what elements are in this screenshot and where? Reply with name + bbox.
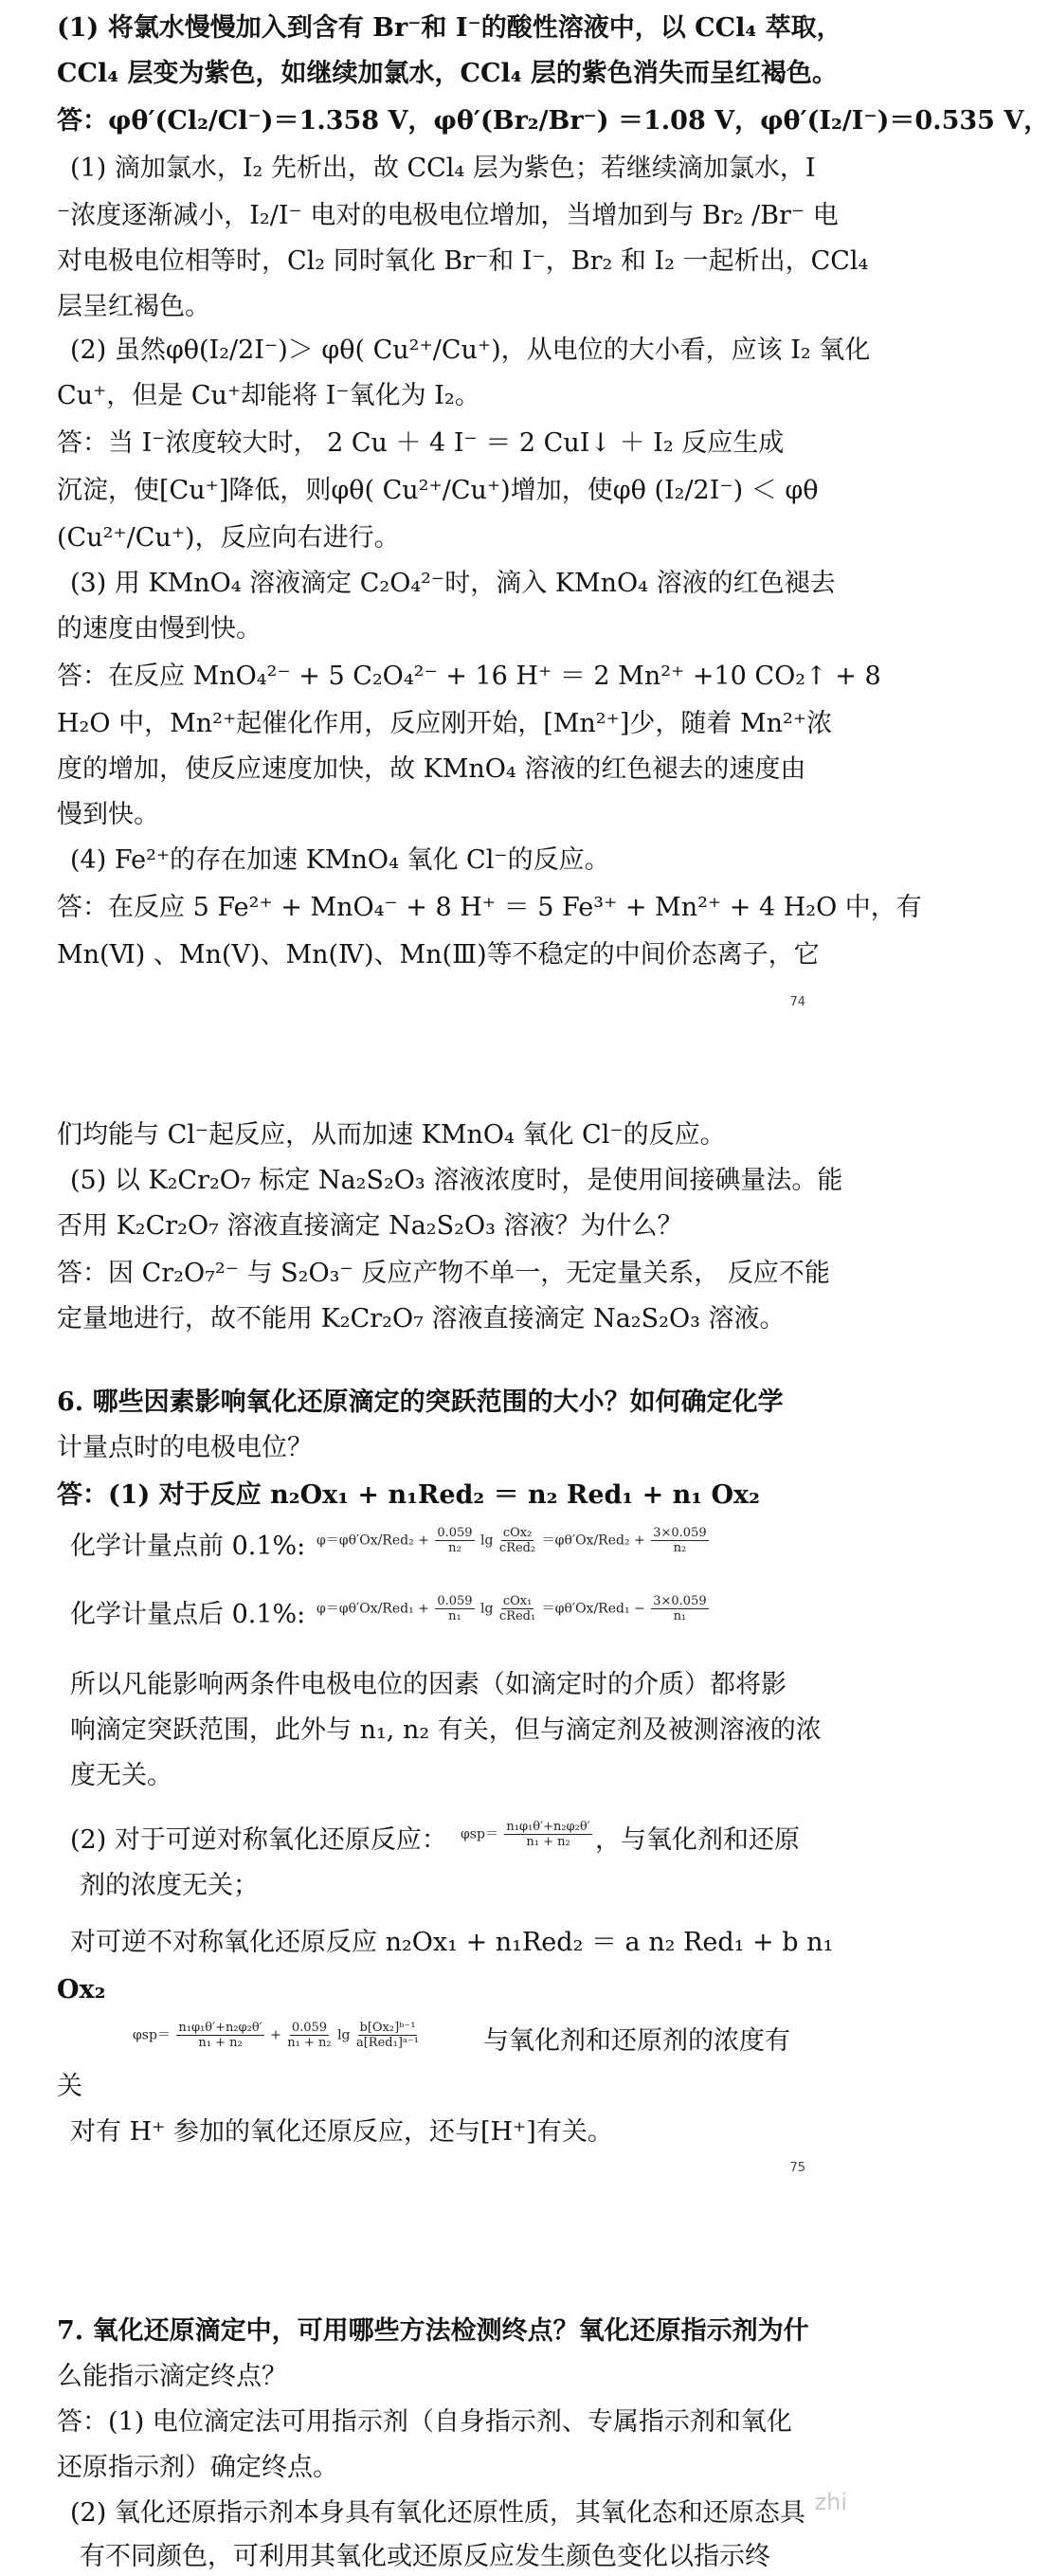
q5-text-cont: 否用 K₂Cr₂O₇ 溶液直接滴定 Na₂S₂O₃ 溶液？为什么？ xyxy=(57,1211,683,1241)
answer-5-line2: 定量地进行，故不能用 K₂Cr₂O₇ 溶液直接滴定 Na₂S₂O₃ 溶液。 xyxy=(57,1304,786,1333)
q3-text-cont: 的速度由慢到快。 xyxy=(57,614,262,644)
answer-2-line3: (Cu²⁺/Cu⁺)，反应向右进行。 xyxy=(57,523,400,553)
answer-6-line2: 响滴定突跃范围，此外与 n₁, n₂ 有关，但与滴定剂及被测溶液的浓 xyxy=(70,1715,822,1745)
q4-text: (4) Fe²⁺的存在加速 KMnO₄ 氧化 Cl⁻的反应。 xyxy=(70,845,610,875)
answer-1-line2: ⁻浓度逐渐减小，I₂/I⁻ 电对的电极电位增加，当增加到与 Br₂ /Br⁻ 电 xyxy=(57,201,839,230)
formula-before-sp: φ＝φθ′Ox/Red₂ + $\frac{0.059}{\text{n₂}}$ lg $\frac{\text{cOx₂}}{\text{cRed₂}}$ ＝φθ′Ox/Red₂ + $\frac{3\times 0.059}{\text{n₂}}$ xyxy=(317,1526,707,1555)
asymmetric-line1: 对可逆不对称氧化还原反应 n₂Ox₁ + n₁Red₂ ＝ a n₂ Red₁ + b n₁ xyxy=(70,1928,834,1957)
answer-6-intro: 答：(1) 对于反应 n₂Ox₁ + n₁Red₂ ＝ n₂ Red₁ + n₁ Ox₂ xyxy=(57,1480,760,1510)
answer-4-line2: Mn(Ⅵ) 、Mn(Ⅴ)、Mn(Ⅳ)、Mn(Ⅲ)等不稳定的中间价态离子，它 xyxy=(57,940,820,970)
before-sp-label: 化学计量点前 0.1%: xyxy=(70,1532,306,1561)
page-number: 74 xyxy=(789,995,805,1009)
answer-7-line2: 还原指示剂）确定终点。 xyxy=(57,2453,338,2482)
formula-asymmetric: φsp＝ $\frac{\text{n₁φ₁θ′+n₂φ₂θ′}}{\text{n₁ + n₂}}$ + $\frac{0.059}{\text{n₁ + n₂}}$ lg $\frac{\text{b[Ox₂]ᵇ⁻¹}}{\text{a[Red₁]ᵃ⁻¹}}$ xyxy=(133,2021,419,2050)
q7-text-cont: 么能指示滴定终点？ xyxy=(57,2362,287,2391)
formula-symmetric: φsp＝ $\frac{\text{n₁φ₁θ′+n₂φ₂θ′}}{\text{n₁ + n₂}}$ xyxy=(461,1820,590,1849)
answer-potentials: 答：φθ′(Cl₂/Cl⁻)＝1.358 V，φθ′(Br₂/Br⁻) ＝1.08 V，φθ′(I₂/I⁻)＝0.535 V， xyxy=(57,106,1049,136)
answer-3-line2: H₂O 中，Mn²⁺起催化作用，反应刚开始，[Mn²⁺]少，随着 Mn²⁺浓 xyxy=(57,709,833,738)
answer-1-line4: 层呈红褐色。 xyxy=(57,292,210,321)
symmetric-tail: ，与氧化剂和还原 xyxy=(595,1825,800,1855)
answer-6-line1: 所以凡能影响两条件电极电位的因素（如滴定时的介质）都将影 xyxy=(70,1670,787,1699)
q5-text: (5) 以 K₂Cr₂O₇ 标定 Na₂S₂O₃ 溶液浓度时，是使用间接碘量法。能 xyxy=(70,1166,843,1195)
q2-text: (2) 虽然φθ(I₂/2I⁻)＞ φθ( Cu²⁺/Cu⁺)，从电位的大小看，应该 I₂ 氧化 xyxy=(70,336,871,365)
q1-text-cont: CCl₄ 层变为紫色，如继续加氯水，CCl₄ 层的紫色消失而呈红褐色。 xyxy=(57,59,838,88)
answer-3-line3: 度的增加，使反应速度加快，故 KMnO₄ 溶液的红色褪去的速度由 xyxy=(57,754,806,784)
asymmetric-line2: Ox₂ xyxy=(57,1975,106,2005)
answer-2-line1: 答：当 I⁻浓度较大时， 2 Cu ＋ 4 I⁻ ＝ 2 CuI↓ ＋ I₂ 反应生成 xyxy=(57,428,785,458)
watermark: zhi xyxy=(814,2489,847,2515)
page-number: 75 xyxy=(789,2161,805,2175)
answer-1-line3: 对电极电位相等时，Cl₂ 同时氧化 Br⁻和 I⁻，Br₂ 和 I₂ 一起析出，CCl₄ xyxy=(57,246,869,276)
answer-3-line1: 答：在反应 MnO₄²⁻ + 5 C₂O₄²⁻ + 16 H⁺ ＝ 2 Mn²⁺ +10 CO₂↑ + 8 xyxy=(57,662,881,691)
answer-7-line4: 有不同颜色，可利用其氧化或还原反应发生颜色变化以指示终 xyxy=(80,2542,770,2571)
answer-4-line1: 答：在反应 5 Fe²⁺ + MnO₄⁻ + 8 H⁺ ＝ 5 Fe³⁺ + Mn²⁺ + 4 H₂O 中，有 xyxy=(57,893,922,922)
answer-4-line3: 们均能与 Cl⁻起反应，从而加速 KMnO₄ 氧化 Cl⁻的反应。 xyxy=(57,1120,726,1150)
symmetric-label: (2) 对于可逆对称氧化还原反应： xyxy=(70,1825,447,1855)
answer-5-line1: 答：因 Cr₂O₇²⁻ 与 S₂O₃⁻ 反应产物不单一，无定量关系， 反应不能 xyxy=(57,1259,830,1288)
q7-text: 7. 氧化还原滴定中，可用哪些方法检测终点？氧化还原指示剂为什 xyxy=(57,2316,809,2346)
answer-7-line1: 答：(1) 电位滴定法可用指示剂（自身指示剂、专属指示剂和氧化 xyxy=(57,2407,792,2437)
answer-6-line3: 度无关。 xyxy=(70,1761,172,1790)
q6-text: 6. 哪些因素影响氧化还原滴定的突跃范围的大小？如何确定化学 xyxy=(57,1388,784,1417)
answer-6-h-ion: 对有 H⁺ 参加的氧化还原反应，还与[H⁺]有关。 xyxy=(70,2117,613,2147)
symmetric-cont: 剂的浓度无关； xyxy=(80,1871,259,1900)
answer-7-line3: (2) 氧化还原指示剂本身具有氧化还原性质，其氧化态和还原态具 xyxy=(70,2498,805,2528)
answer-2-line2: 沉淀，使[Cu⁺]降低，则φθ( Cu²⁺/Cu⁺)增加，使φθ (I₂/2I⁻) ＜ φθ xyxy=(57,476,819,505)
q1-text: (1) 将氯水慢慢加入到含有 Br⁻和 I⁻的酸性溶液中，以 CCl₄ 萃取， xyxy=(57,13,842,43)
asymmetric-cont: 关 xyxy=(57,2072,82,2101)
q3-text: (3) 用 KMnO₄ 溶液滴定 C₂O₄²⁻时，滴入 KMnO₄ 溶液的红色褪去 xyxy=(70,569,836,598)
answer-3-line4: 慢到快。 xyxy=(57,800,159,829)
q2-text-cont: Cu⁺，但是 Cu⁺却能将 I⁻氧化为 I₂。 xyxy=(57,381,480,410)
formula-after-sp: φ＝φθ′Ox/Red₁ + $\frac{0.059}{\text{n₁}}$ lg $\frac{\text{cOx₁}}{\text{cRed₁}}$ ＝φθ′Ox/Red₁ − $\frac{3\times 0.059}{\text{n₁}}$ xyxy=(317,1594,707,1624)
answer-1-line1: (1) 滴加氯水，I₂ 先析出，故 CCl₄ 层为紫色；若继续滴加氯水，I xyxy=(70,154,816,183)
asymmetric-tail: 与氧化剂和还原剂的浓度有 xyxy=(483,2026,790,2056)
q6-text-cont: 计量点时的电极电位？ xyxy=(57,1433,313,1462)
after-sp-label: 化学计量点后 0.1%: xyxy=(70,1600,306,1629)
